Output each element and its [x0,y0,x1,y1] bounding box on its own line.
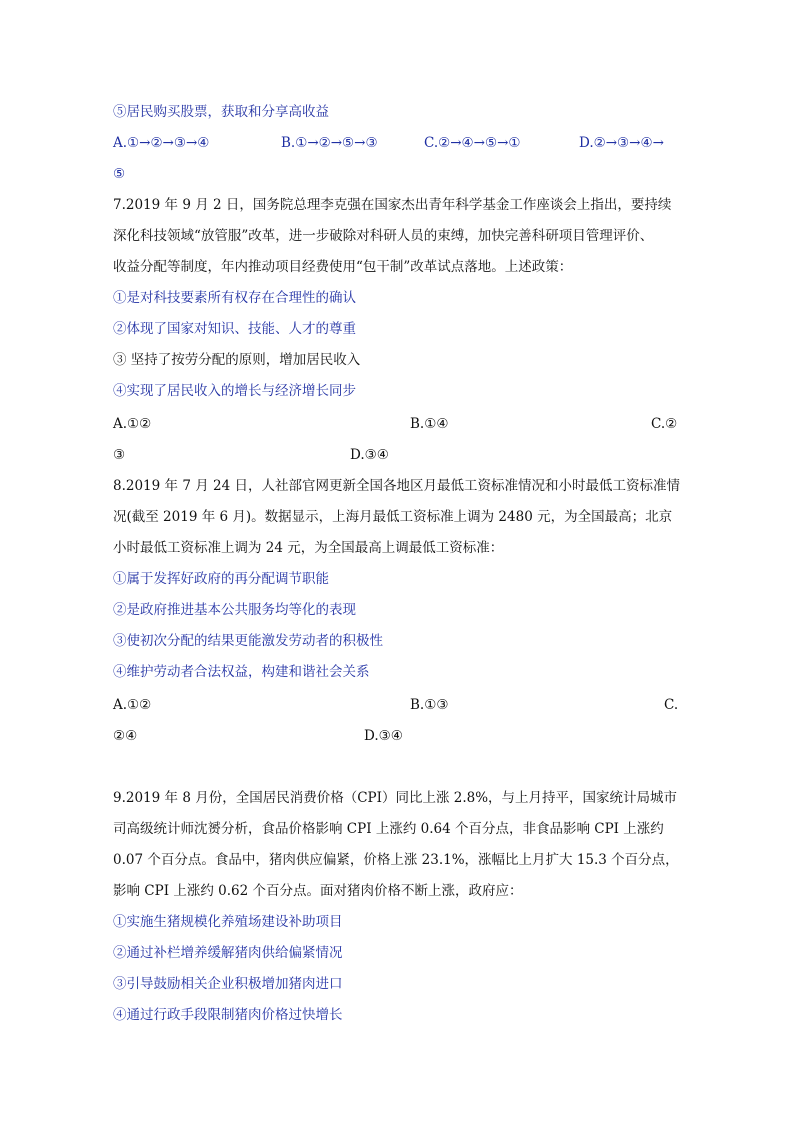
q9-stem-line-3: 0.07 个百分点。食品中，猪肉供应偏紧，价格上涨 23.1%，涨幅比上月扩大 15.3 个百分点， [113,852,679,868]
q7-item-3: ③ 坚持了按劳分配的原则，增加居民收入 [113,352,361,368]
q6-option-b: B.①→②→⑤→③ [281,135,378,151]
q7-stem-line-2: 深化科技领域“放管服”改革，进一步破除对科研人员的束缚，加快完善科研项目管理评价、 [113,228,654,244]
q8-item-2: ②是政府推进基本公共服务均等化的表现 [113,602,356,618]
q9-stem-line-1: 9.2019 年 8 月份，全国居民消费价格（CPI）同比上涨 2.8%，与上月持平，国家统计局城市 [113,790,678,806]
q6-option-c: C.②→④→⑤→① [424,135,521,151]
q7-option-c-wrap: ③ [113,447,126,463]
q8-item-1: ①属于发挥好政府的再分配调节职能 [113,571,329,587]
q6-option-d: D.②→③→④→ [579,135,664,151]
q8-option-c: C. [664,697,679,713]
q8-item-4: ④维护劳动者合法权益，构建和谐社会关系 [113,664,370,680]
q7-item-4: ④实现了居民收入的增长与经济增长同步 [113,383,356,399]
q7-option-c: C.② [651,416,678,432]
q9-item-4: ④通过行政手段限制猪肉价格过快增长 [113,1007,343,1023]
q7-item-2: ②体现了国家对知识、技能、人才的尊重 [113,321,356,337]
q9-item-1: ①实施生猪规模化养殖场建设补助项目 [113,914,343,930]
q8-option-d: D.③④ [364,728,403,744]
q7-stem-line-1: 7.2019 年 9 月 2 日，国务院总理李克强在国家杰出青年科学基金工作座谈会上指出，要持续 [113,197,672,213]
q8-stem-line-1: 8.2019 年 7 月 24 日，人社部官网更新全国各地区月最低工资标准情况和小时最低工资标准情 [113,478,680,494]
q6-option-a: A.①→②→③→④ [113,135,210,151]
q8-item-3: ③使初次分配的结果更能激发劳动者的积极性 [113,633,383,649]
q9-item-3: ③引导鼓励相关企业积极增加猪肉进口 [113,976,343,992]
q8-option-a: A.①② [113,697,152,713]
q7-item-1: ①是对科技要素所有权存在合理性的确认 [113,290,356,306]
q9-stem-line-4: 影响 CPI 上涨约 0.62 个百分点。面对猪肉价格不断上涨，政府应： [113,883,523,899]
q6-item-5: ⑤居民购买股票，获取和分享高收益 [113,104,329,120]
q7-option-a: A.①② [113,416,152,432]
q7-option-b: B.①④ [410,416,449,432]
q9-item-2: ②通过补栏增养缓解猪肉供给偏紧情况 [113,945,343,961]
q8-stem-line-3: 小时最低工资标准上调为 24 元，为全国最高上调最低工资标准： [113,540,504,556]
q6-option-d-wrap: ⑤ [113,166,126,182]
q8-option-c-wrap: ②④ [113,728,138,744]
q8-stem-line-2: 况(截至 2019 年 6 月)。数据显示，上海月最低工资标准上调为 2480 元，为全国最高；北京 [113,509,673,525]
q8-option-b: B.①③ [410,697,449,713]
q7-option-d: D.③④ [350,447,389,463]
q9-stem-line-2: 司高级统计师沈赟分析，食品价格影响 CPI 上涨约 0.64 个百分点，非食品影响 CPI 上涨约 [113,821,664,837]
q7-stem-line-3: 收益分配等制度，年内推动项目经费使用“包干制”改革试点落地。上述政策： [113,259,573,275]
